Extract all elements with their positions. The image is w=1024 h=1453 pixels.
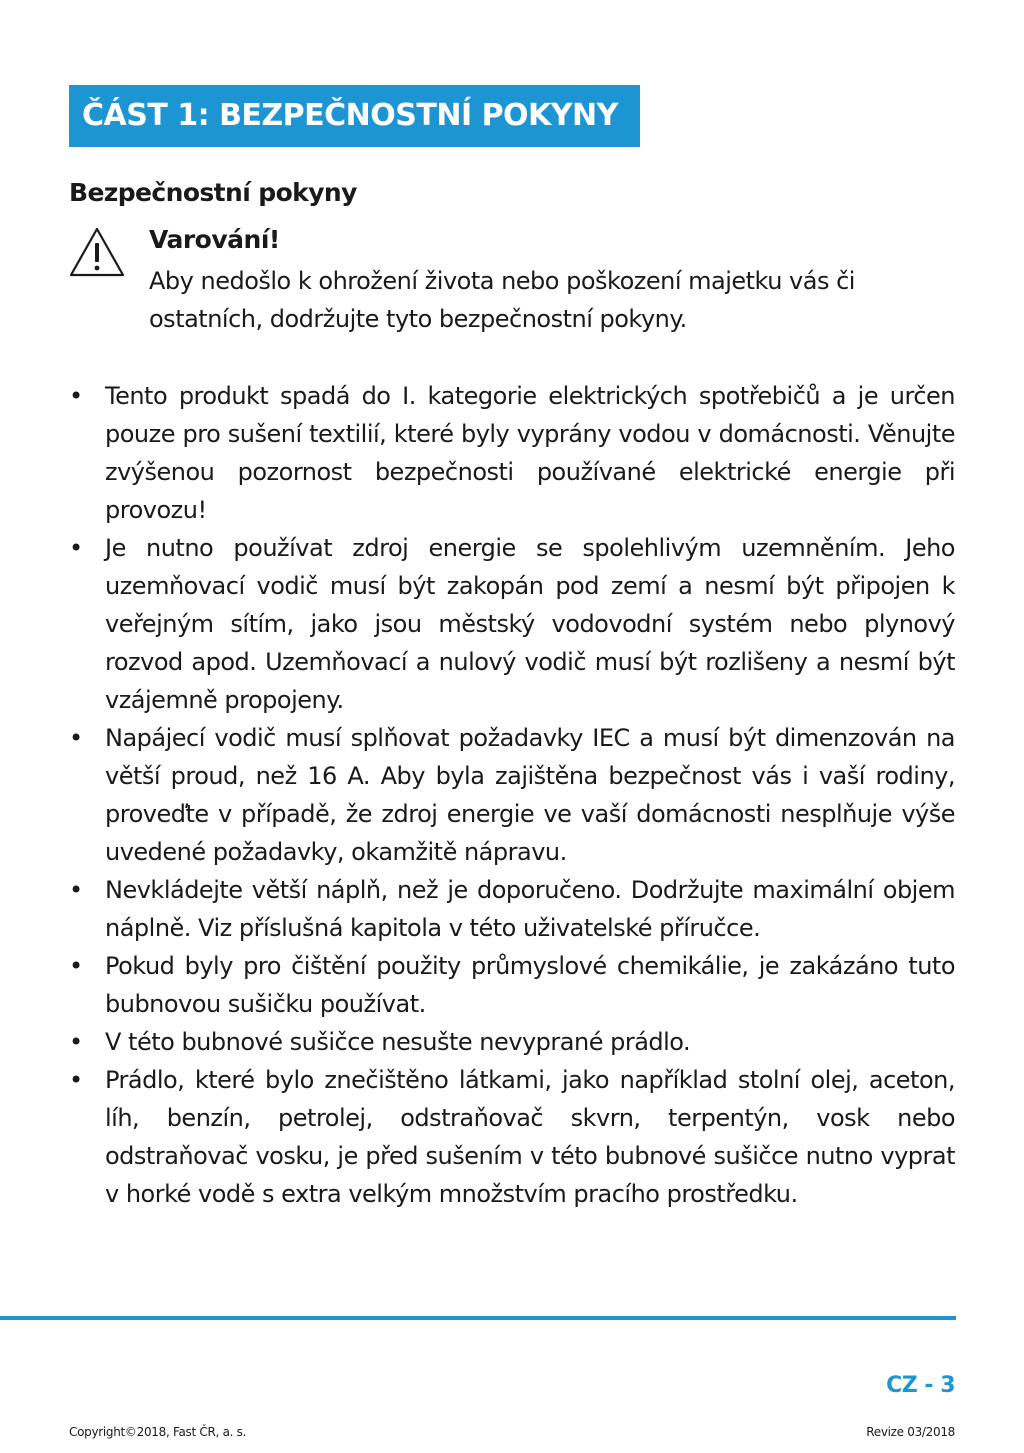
section-title-banner: ČÁST 1: BEZPEČNOSTNÍ POKYNY xyxy=(69,85,640,147)
list-item-text: Napájecí vodič musí splňovat požadavky IEC a musí být dimenzován na větší proud, než 16 A. Aby byla zajištěna bezpečnost vás i vaší rodiny, proveďte v případě, že zdroj energie ve vaší domácnosti nesplňuje výše uvedené požadavky, okamžitě nápravu. xyxy=(105,724,955,866)
bullet-icon: • xyxy=(69,1028,83,1056)
bullet-icon: • xyxy=(69,876,83,904)
list-item xyxy=(69,947,955,1023)
copyright-text: Copyright©2018, Fast ČR, a. s. xyxy=(69,1425,247,1439)
list-item xyxy=(69,719,955,871)
subheading: Bezpečnostní pokyny xyxy=(69,178,357,207)
list-item xyxy=(69,1061,955,1213)
bullet-icon: • xyxy=(69,952,83,980)
warning-text: Aby nedošlo k ohrožení života nebo poškození majetku vás či ostatních, dodržujte tyto bezpečnostní pokyny. xyxy=(149,267,855,333)
list-item xyxy=(69,871,955,947)
list-item-text: Tento produkt spadá do I. kategorie elektrických spotřebičů a je určen pouze pro sušení textilií, které byly vyprány vodou v domácnosti. Věnujte zvýšenou pozornost bezpečnosti používané elektrické energie při provozu! xyxy=(105,382,955,524)
bullet-icon: • xyxy=(69,1066,83,1094)
warning-title: Varování! xyxy=(149,225,280,254)
list-item-text: Nevkládejte větší náplň, než je doporučeno. Dodržujte maximální objem náplně. Viz příslušná kapitola v této uživatelské příručce. xyxy=(105,876,955,942)
list-item-text: Pokud byly pro čištění použity průmyslové chemikálie, je zakázáno tuto bubnovou sušičku používat. xyxy=(105,952,955,1018)
safety-instructions-list xyxy=(69,377,955,1213)
list-item-text: V této bubnové sušičce nesušte nevyprané prádlo. xyxy=(105,1028,691,1056)
list-item xyxy=(69,1023,955,1061)
footer-divider xyxy=(0,1316,956,1320)
list-item-text: Je nutno používat zdroj energie se spolehlivým uzemněním. Jeho uzemňovací vodič musí být zakopán pod zemí a nesmí být připojen k veřejným sítím, jako jsou městský vodovodní systém nebo plynový rozvod apod. Uzemňovací a nulový vodič musí být rozlišeny a nesmí být vzájemně propojeny. xyxy=(105,534,955,714)
list-item xyxy=(69,529,955,719)
bullet-icon: • xyxy=(69,382,83,410)
revision-text: Revize 03/2018 xyxy=(866,1425,955,1439)
list-item-text: Prádlo, které bylo znečištěno látkami, jako například stolní olej, aceton, líh, benzín, petrolej, odstraňovač skvrn, terpentýn, vosk nebo odstraňovač vosku, je před sušením v této bubnové sušičce nutno vyprat v horké vodě s extra velkým množstvím pracího prostředku. xyxy=(105,1066,955,1208)
page-number: CZ - 3 xyxy=(886,1373,955,1398)
bullet-icon: • xyxy=(69,534,83,562)
bullet-icon: • xyxy=(69,724,83,752)
warning-triangle-icon xyxy=(68,226,126,278)
list-item xyxy=(69,377,955,529)
